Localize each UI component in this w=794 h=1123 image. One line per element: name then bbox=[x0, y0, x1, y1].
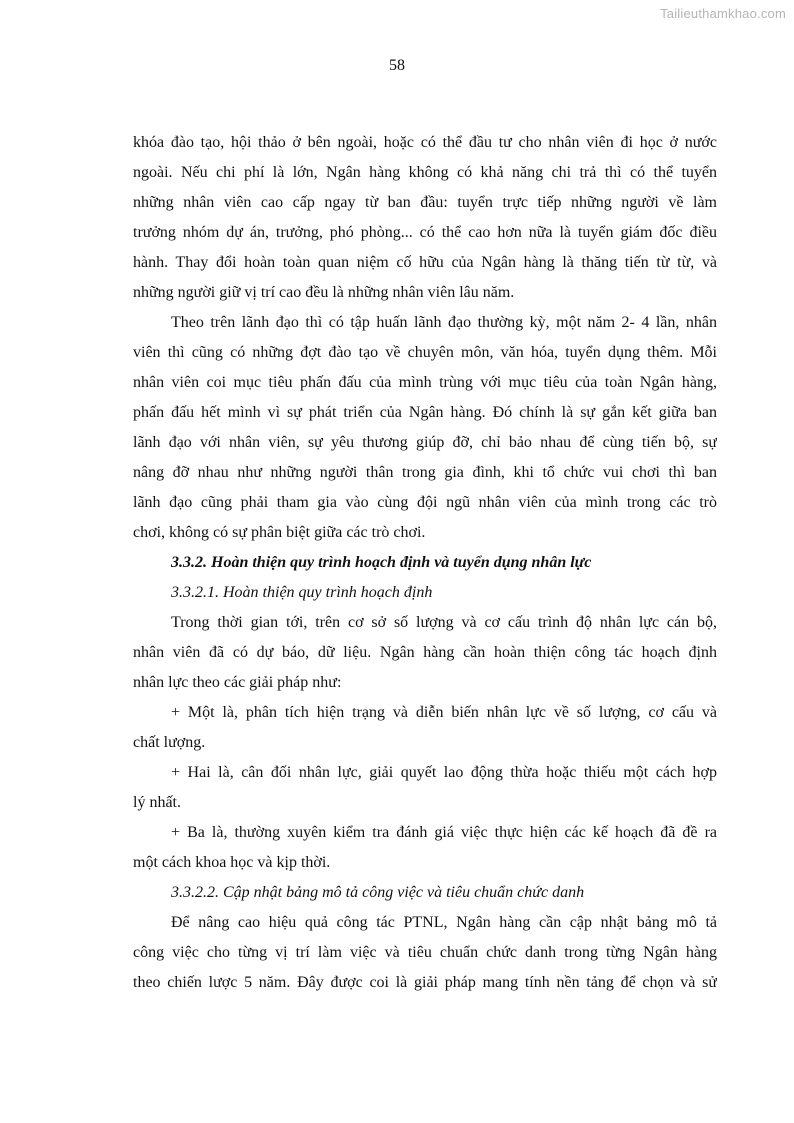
text-line: những người giữ vị trí cao đều là những nhân viên lâu năm. bbox=[133, 284, 515, 301]
watermark: Tailieuthamkhao.com bbox=[660, 6, 786, 21]
paragraph bbox=[133, 908, 717, 998]
text-line: những nhân viên cao cấp ngay từ ban đầu: tuyển trực tiếp những người về làm bbox=[133, 194, 717, 211]
text-line: lý nhất. bbox=[133, 794, 181, 811]
paragraph bbox=[133, 128, 717, 308]
list-item bbox=[133, 758, 717, 818]
list-item bbox=[133, 698, 717, 758]
text-line: nhân viên đã có dự báo, dữ liệu. Ngân hàng cần hoàn thiện công tác hoạch định bbox=[133, 644, 717, 661]
subsection-heading: 3.3.2.1. Hoàn thiện quy trình hoạch định bbox=[171, 584, 433, 601]
text-line: một cách khoa học và kịp thời. bbox=[133, 854, 331, 871]
text-line: Để nâng cao hiệu quả công tác PTNL, Ngân hàng cần cập nhật bảng mô tả bbox=[171, 914, 717, 931]
text-line: + Một là, phân tích hiện trạng và diễn biến nhân lực về số lượng, cơ cấu và bbox=[171, 704, 717, 721]
subsection-heading: 3.3.2.2. Cập nhật bảng mô tả công việc và tiêu chuẩn chức danh bbox=[171, 884, 585, 901]
text-line: chơi, không có sự phân biệt giữa các trò chơi. bbox=[133, 524, 426, 541]
list-item bbox=[133, 818, 717, 878]
text-line: lãnh đạo cũng phải tham gia vào cùng đội ngũ nhân viên của mình trong các trò bbox=[133, 494, 717, 511]
text-line: Trong thời gian tới, trên cơ sở số lượng và cơ cấu trình độ nhân lực cán bộ, bbox=[171, 614, 717, 631]
text-line: khóa đào tạo, hội thảo ở bên ngoài, hoặc có thể đầu tư cho nhân viên đi học ở nước bbox=[133, 134, 717, 151]
text-line: theo chiến lược 5 năm. Đây được coi là giải pháp mang tính nền tảng để chọn và sử bbox=[133, 974, 717, 991]
page-number: 58 bbox=[389, 57, 405, 74]
text-line: công việc cho từng vị trí làm việc và tiêu chuẩn chức danh trong từng Ngân hàng bbox=[133, 944, 717, 961]
text-line: nhân viên coi mục tiêu phấn đấu của mình trùng với mục tiêu của toàn Ngân hàng, bbox=[133, 374, 717, 391]
text-line: viên thì cũng có những đợt đào tạo về chuyên môn, văn hóa, tuyển dụng thêm. Mỗi bbox=[133, 344, 717, 361]
text-line: phấn đấu hết mình vì sự phát triển của Ngân hàng. Đó chính là sự gắn kết giữa ban bbox=[133, 404, 717, 421]
text-line: chất lượng. bbox=[133, 734, 206, 751]
text-line: lãnh đạo với nhân viên, sự yêu thương giúp đỡ, chỉ bảo nhau để cùng tiến bộ, sự bbox=[133, 434, 717, 451]
text-line: + Ba là, thường xuyên kiểm tra đánh giá việc thực hiện các kế hoạch đã đề ra bbox=[171, 824, 717, 841]
text-line: + Hai là, cân đối nhân lực, giải quyết lao động thừa hoặc thiếu một cách hợp bbox=[171, 764, 717, 781]
paragraph bbox=[133, 608, 717, 698]
text-line: trưởng nhóm dự án, trưởng, phó phòng... có thể cao hơn nữa là tuyển giám đốc điều bbox=[133, 224, 717, 241]
paragraph bbox=[133, 308, 717, 548]
text-line: nhân lực theo các giải pháp như: bbox=[133, 674, 342, 691]
text-line: ngoài. Nếu chi phí là lớn, Ngân hàng không có khả năng chi trả thì có thể tuyển bbox=[133, 164, 717, 181]
text-line: hành. Thay đổi hoàn toàn quan niệm cố hữu của Ngân hàng là thăng tiến từ từ, và bbox=[133, 254, 717, 271]
text-line: Theo trên lãnh đạo thì có tập huấn lãnh đạo thường kỳ, một năm 2- 4 lần, nhân bbox=[171, 314, 717, 331]
section-heading: 3.3.2. Hoàn thiện quy trình hoạch định và tuyển dụng nhân lực bbox=[171, 554, 592, 571]
document-body bbox=[133, 128, 717, 998]
text-line: nâng đỡ nhau như những người thân trong gia đình, khi tổ chức vui chơi thì ban bbox=[133, 464, 717, 481]
